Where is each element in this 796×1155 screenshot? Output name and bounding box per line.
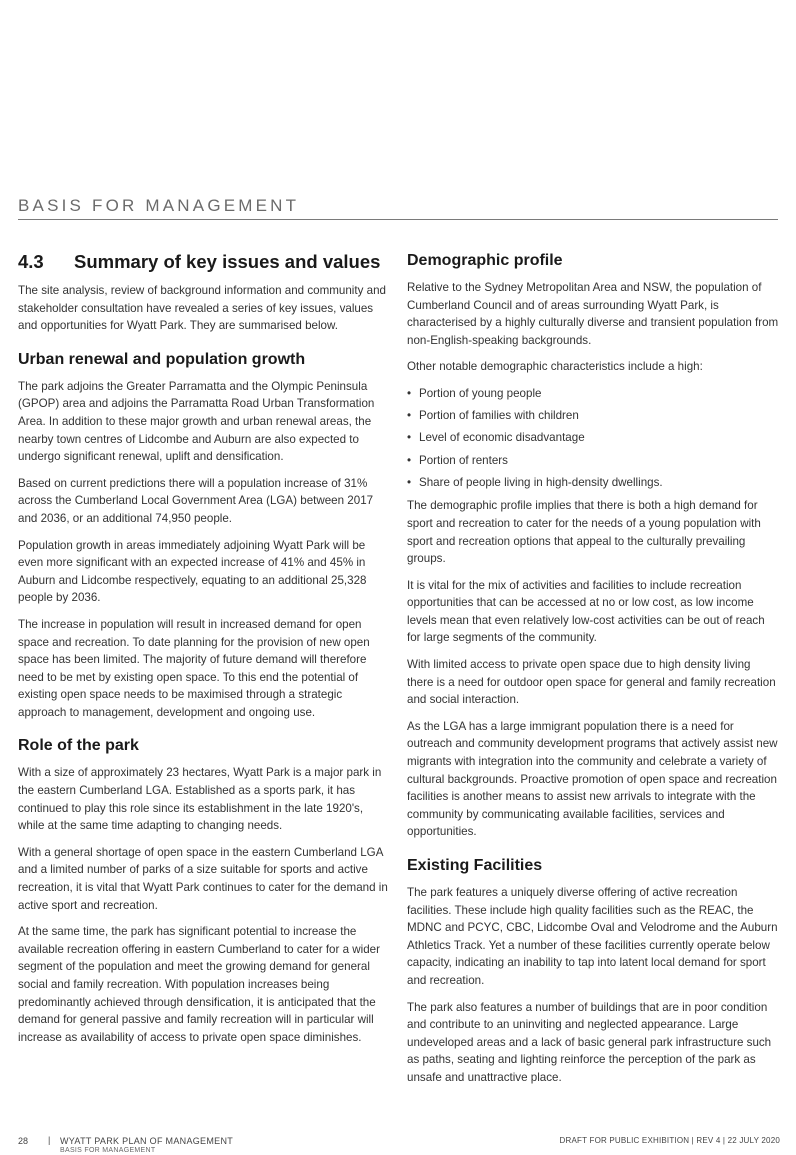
role-paragraph-1: With a size of approximately 23 hectares, Wyatt Park is a major park in the eastern Cumberland LGA. Established as a sports park, it has continued to play this role since its establishment in the late 1920's, while at the same time adapting to changing needs. bbox=[18, 766, 382, 833]
footer-separator: | bbox=[48, 1135, 51, 1145]
left-column bbox=[18, 250, 390, 1055]
demographic-paragraph-6: As the LGA has a large immigrant population there is a need for outreach and community development programs that actively assist new migrants with integration into the community and celebrate a variety of cultural backgrounds. Proactive promotion of open space and recreation facilities is another means to assist new arrivals to integrate with the community by communicating available facilities, services and opportunities. bbox=[407, 719, 778, 839]
draft-note: DRAFT FOR PUBLIC EXHIBITION | REV 4 | 22 JULY 2020 bbox=[559, 1136, 780, 1145]
document-title: WYATT PARK PLAN OF MANAGEMENT bbox=[60, 1136, 234, 1146]
facilities-paragraph-1: The park features a uniquely diverse offering of active recreation facilities. These include high quality facilities such as the REAC, the MDNC and PCYC, CBC, Lidcombe Oval and Velodrome and the Auburn Athletics Track. Yet a number of these facilities currently operate below capacity, indicating an inability to tap into latent local demand for sport and recreation. bbox=[407, 886, 778, 987]
facilities-paragraph-2: The park also features a number of buildings that are in poor condition and contribute to an uninviting and neglected appearance. Large undeveloped areas and a lack of basic general park infrastructure such as paths, seating and lighting reinforce the perception of the park as unsafe and unattractive place. bbox=[407, 1000, 772, 1084]
section-heading-text: Summary of key issues and values bbox=[74, 251, 381, 272]
demographic-heading: Demographic profile bbox=[407, 252, 563, 269]
role-paragraph-2: With a general shortage of open space in the eastern Cumberland LGA and a limited number of parks of a size suitable for sports and active recreation, it is vital that Wyatt Park continues to cater for the demand in active sport and recreation. bbox=[18, 845, 388, 912]
urban-renewal-heading: Urban renewal and population growth bbox=[18, 350, 306, 368]
demographic-paragraph-4: It is vital for the mix of activities and facilities to include recreation opportunities that can be accessed at no or low cost, as low income levels mean that even relatively low-cost activities can be out of reach for large segments of the community. bbox=[407, 578, 765, 645]
demographic-paragraph-2: Other notable demographic characteristics include a high: bbox=[407, 360, 703, 374]
role-of-park-heading: Role of the park bbox=[18, 737, 139, 755]
urban-paragraph-4: The increase in population will result in increased demand for open space and recreation. To date planning for the provision of new open space has been limited. The majority of future demand will therefore need to be met by existing open space. To this end the potential of existing open space needs to be maximised through a strategic approach to management, development and ongoing use. bbox=[18, 617, 370, 719]
document-subtitle: BASIS FOR MANAGEMENT bbox=[60, 1147, 156, 1154]
urban-paragraph-1: The park adjoins the Greater Parramatta and the Olympic Peninsula (GPOP) area and adjoins the Parramatta Road Urban Transformation Area. In addition to these major growth and urban renewal areas, the nearby town centres of Lidcombe and Auburn are also expected to undergo significant renewal, uplift and densification. bbox=[18, 379, 375, 464]
bullet-item: • Portion of young people bbox=[407, 385, 780, 403]
section-header: BASIS FOR MANAGEMENT bbox=[18, 196, 778, 220]
urban-paragraph-3: Population growth in areas immediately adjoining Wyatt Park will be even more significant with an expected increase of 41% and 45% in Auburn and Lidcombe respectively, equating to an additional 25,328 people by 2036. bbox=[18, 538, 367, 605]
bullet-item: • Portion of renters bbox=[407, 452, 780, 470]
bullet-item: • Share of people living in high-density dwellings. bbox=[407, 474, 780, 492]
intro-paragraph: The site analysis, review of background information and community and stakeholder consultation have revealed a series of key issues, values and opportunities for Wyatt Park. They are summarised below. bbox=[18, 284, 386, 333]
role-paragraph-3: At the same time, the park has significant potential to increase the available recreation offering in eastern Cumberland to cater for a wider segment of the population and meet the growing demand for general social and family recreation. With population increases being predominantly achieved through densification, it is anticipated that the demand for general passive and family recreation will in particular will increase as availability of access to private open space diminishes. bbox=[18, 925, 380, 1044]
demographic-bullet-list bbox=[407, 385, 780, 491]
section-heading bbox=[18, 250, 390, 274]
page-number: 28 bbox=[18, 1136, 29, 1146]
right-column bbox=[407, 250, 780, 1096]
section-number: 4.3 bbox=[18, 251, 44, 272]
demographic-paragraph-3: The demographic profile implies that there is both a high demand for sport and recreation to cater for the needs of a young population with sport and recreation options that appeal to the culturally prevailing groups. bbox=[407, 499, 761, 566]
demographic-paragraph-1: Relative to the Sydney Metropolitan Area and NSW, the population of Cumberland Council and of areas surrounding Wyatt Park, is characterised by a highly culturally diverse and transient population from non-English-speaking backgrounds. bbox=[407, 281, 779, 347]
bullet-item: • Level of economic disadvantage bbox=[407, 429, 780, 447]
demographic-paragraph-5: With limited access to private open space due to high density living there is a need for outdoor open space for general and family recreation and social interaction. bbox=[407, 658, 776, 707]
urban-paragraph-2: Based on current predictions there will a population increase of 31% across the Cumberland Local Government Area (LGA) between 2017 and 2036, or an additional 74,950 people. bbox=[18, 476, 374, 525]
existing-facilities-heading: Existing Facilities bbox=[407, 857, 543, 874]
bullet-item: • Portion of families with children bbox=[407, 407, 780, 425]
